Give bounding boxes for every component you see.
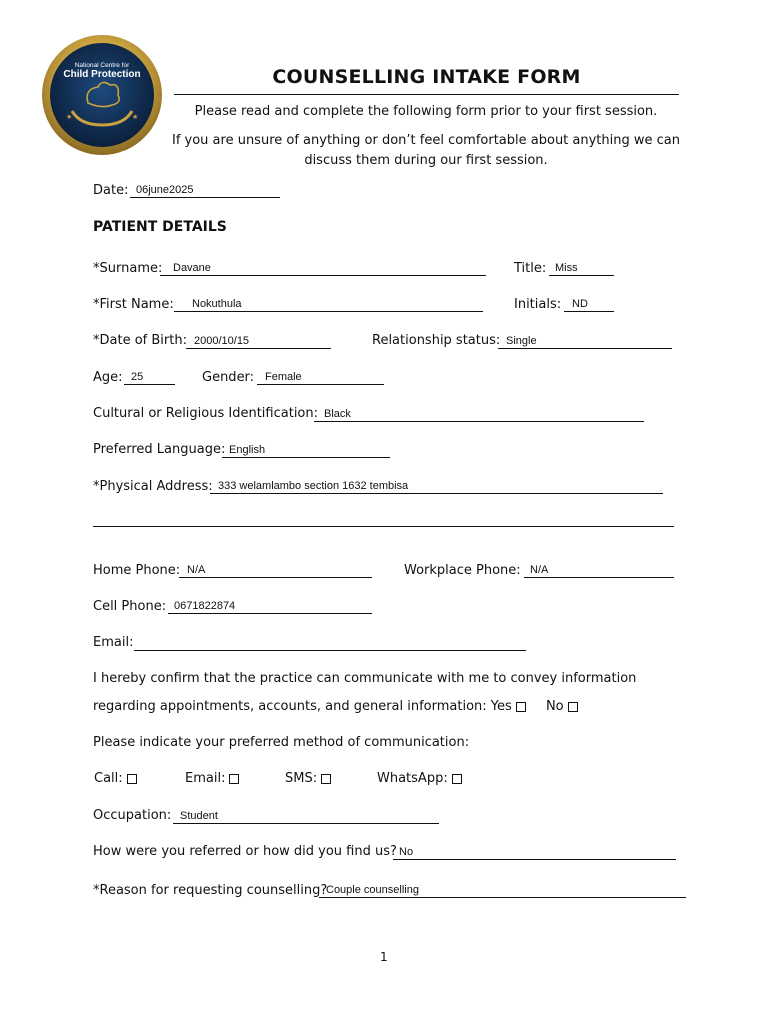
cell-phone-value: 0671822874 <box>174 600 236 612</box>
ncp-logo <box>36 33 168 157</box>
logo-text-line2: Child Protection <box>63 69 141 80</box>
initials-field[interactable] <box>564 295 614 312</box>
first-name-label: *First Name: <box>93 297 174 312</box>
surname-field[interactable] <box>160 259 486 276</box>
dob-value: 2000/10/15 <box>194 335 250 347</box>
gender-value: Female <box>265 371 302 383</box>
culture-label: Cultural or Religious Identification: <box>93 406 318 421</box>
comm-email-label: Email: <box>185 771 226 786</box>
work-phone-value: N/A <box>530 564 549 576</box>
age-label: Age: <box>93 370 123 385</box>
age-value: 25 <box>131 371 144 383</box>
gender-field[interactable] <box>257 368 384 385</box>
title-value: Miss <box>555 262 578 274</box>
address-field-line2[interactable] <box>93 510 674 527</box>
date-field[interactable] <box>130 181 280 198</box>
dob-field[interactable] <box>186 332 331 349</box>
consent-yes-checkbox[interactable] <box>516 702 526 712</box>
surname-label: *Surname: <box>93 261 163 276</box>
intro-line-2b: discuss them during our first session. <box>304 153 548 168</box>
relationship-label: Relationship status: <box>372 333 501 348</box>
age-field[interactable] <box>124 368 175 385</box>
occupation-label: Occupation: <box>93 808 172 823</box>
reason-label: *Reason for requesting counselling? <box>93 883 328 898</box>
initials-label: Initials: <box>514 297 562 312</box>
address-value: 333 welamlambo section 1632 tembisa <box>218 480 409 492</box>
comm-email <box>185 771 239 786</box>
section-title: PATIENT DETAILS <box>93 219 227 235</box>
consent-no-checkbox[interactable] <box>568 702 578 712</box>
consent-no-label: No <box>545 699 564 714</box>
date-value: 06june2025 <box>136 184 194 196</box>
relationship-value: Single <box>506 335 537 347</box>
email-label: Email: <box>93 635 134 650</box>
page-number: 1 <box>380 950 388 964</box>
intro-line-2a: If you are unsure of anything or don’t feel comfortable about anything we can <box>171 133 680 148</box>
home-phone-label: Home Phone: <box>93 563 181 578</box>
intro-line-1: Please read and complete the following form prior to your first session. <box>194 104 658 119</box>
gender-label: Gender: <box>202 370 255 385</box>
comm-call-checkbox[interactable] <box>127 774 137 784</box>
star-icon: ★ <box>132 113 139 121</box>
date-label: Date: <box>93 183 129 198</box>
referral-label: How were you referred or how did you find us? <box>93 844 397 859</box>
comm-sms <box>285 771 331 786</box>
comm-call-label: Call: <box>94 771 123 786</box>
language-value: English <box>229 444 266 456</box>
language-field[interactable] <box>222 441 390 458</box>
referral-field[interactable] <box>393 843 676 860</box>
reason-field[interactable] <box>319 881 686 898</box>
home-phone-value: N/A <box>187 564 206 576</box>
consent-line-2: regarding appointments, accounts, and general information: <box>93 699 487 714</box>
logo-text-line1: National Centre for <box>74 62 130 69</box>
relationship-field[interactable] <box>498 332 672 349</box>
address-label: *Physical Address: <box>93 479 213 494</box>
comm-sms-checkbox[interactable] <box>321 774 331 784</box>
consent-line-1: I hereby confirm that the practice can communicate with me to convey information <box>93 671 637 686</box>
comm-call <box>94 771 137 786</box>
form-title: COUNSELLING INTAKE FORM <box>272 66 581 88</box>
title-rule <box>174 94 679 95</box>
first-name-field[interactable] <box>174 295 483 312</box>
language-label: Preferred Language: <box>93 442 226 457</box>
work-phone-field[interactable] <box>524 561 674 578</box>
address-field[interactable] <box>210 477 663 494</box>
title-field[interactable] <box>549 259 614 276</box>
cell-phone-field[interactable] <box>168 597 372 614</box>
culture-field[interactable] <box>314 405 644 422</box>
first-name-value: Nokuthula <box>192 298 242 310</box>
reason-value: Couple counselling <box>326 884 419 896</box>
dob-label: *Date of Birth: <box>93 333 187 348</box>
occupation-field[interactable] <box>173 807 439 824</box>
consent-yes-label: Yes <box>490 699 512 714</box>
referral-value: No <box>399 846 414 858</box>
consent-row <box>93 699 578 714</box>
title-label: Title: <box>514 261 547 276</box>
initials-value: ND <box>572 298 588 310</box>
communication-prompt: Please indicate your preferred method of communication: <box>93 735 470 750</box>
comm-whatsapp <box>377 771 462 786</box>
star-icon: ★ <box>66 113 73 121</box>
culture-value: Black <box>324 408 351 420</box>
comm-email-checkbox[interactable] <box>229 774 239 784</box>
comm-sms-label: SMS: <box>285 771 318 786</box>
work-phone-label: Workplace Phone: <box>404 563 521 578</box>
comm-whatsapp-checkbox[interactable] <box>452 774 462 784</box>
surname-value: Davane <box>173 262 211 274</box>
email-field[interactable] <box>134 634 526 651</box>
cell-phone-label: Cell Phone: <box>93 599 167 614</box>
occupation-value: Student <box>180 810 218 822</box>
home-phone-field[interactable] <box>179 561 372 578</box>
comm-whatsapp-label: WhatsApp: <box>377 771 448 786</box>
